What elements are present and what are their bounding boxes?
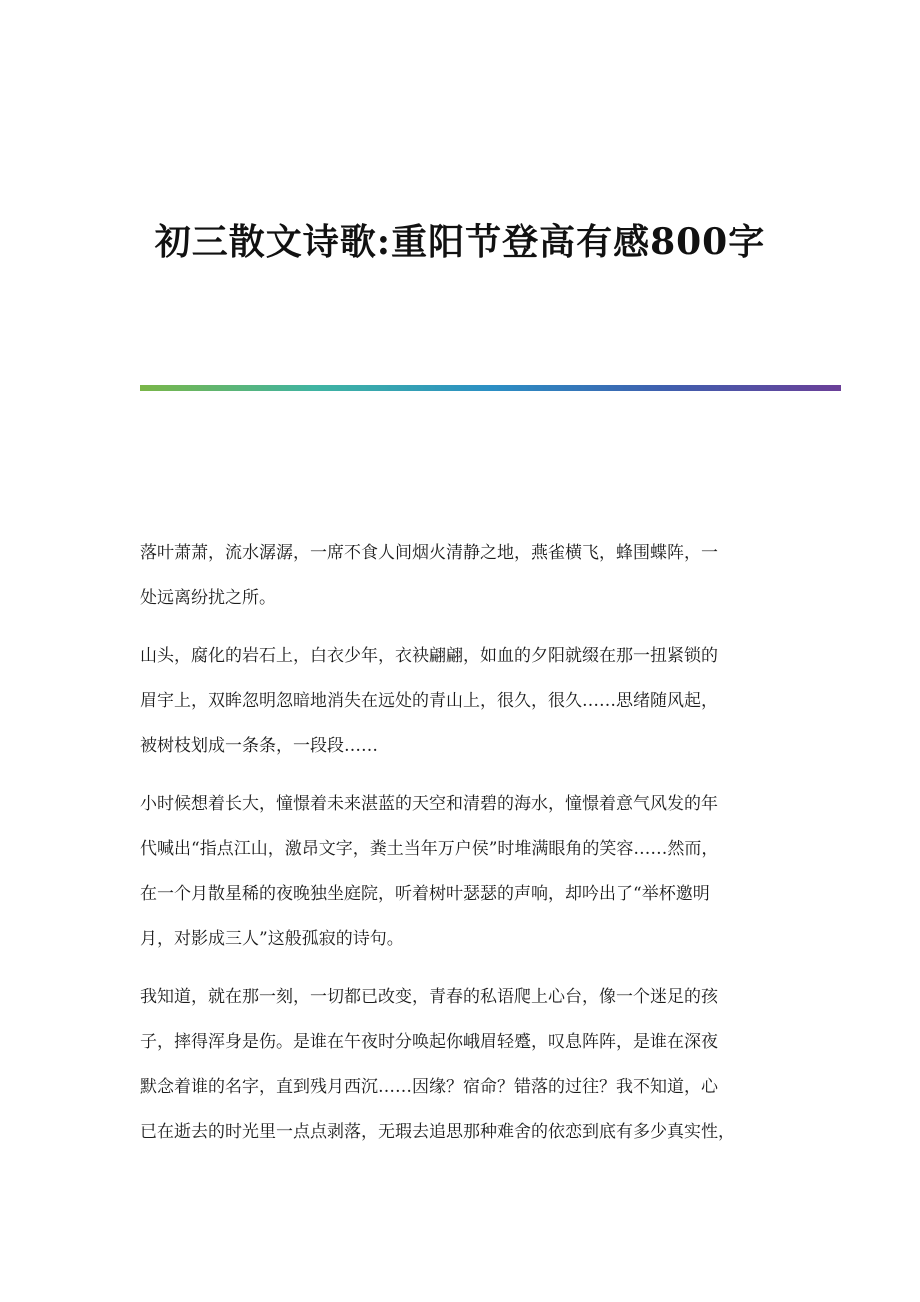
text-line: 眉宇上，双眸忽明忽暗地消失在远处的青山上，很久，很久……思绪随风起，: [140, 691, 718, 711]
text-line: 山头，腐化的岩石上，白衣少年，衣袂翩翩，如血的夕阳就缀在那一扭紧锁的: [140, 646, 718, 666]
text-line: 代喊出“指点江山，激昂文字，粪土当年万户侯”时堆满眼角的笑容……然而，: [140, 839, 719, 859]
text-line: 我知道，就在那一刻，一切都已改变，青春的私语爬上心台，像一个迷足的孩: [140, 987, 718, 1007]
text-line: 子，摔得浑身是伤。是谁在午夜时分唤起你峨眉轻蹙，叹息阵阵，是谁在深夜: [140, 1032, 718, 1052]
paragraph-2: [140, 634, 780, 769]
text-line: 小时候想着长大，憧憬着未来湛蓝的天空和清碧的海水，憧憬着意气风发的年: [140, 794, 718, 814]
text-line: 月，对影成三人”这般孤寂的诗句。: [140, 929, 404, 949]
title-divider-rule: [140, 385, 841, 391]
text-line: 处远离纷扰之所。: [140, 588, 276, 608]
document-body: [140, 531, 780, 1168]
paragraph-1: [140, 531, 780, 621]
text-line: 默念着谁的名字，直到残月西沉……因缘？宿命？错落的过往？我不知道，心: [140, 1077, 718, 1097]
text-line: 在一个月散星稀的夜晚独坐庭院，听着树叶瑟瑟的声响，却吟出了“举杯邀明: [140, 884, 710, 904]
paragraph-4: [140, 975, 780, 1155]
text-line: 落叶萧萧，流水潺潺，一席不食人间烟火清静之地，燕雀横飞，蜂围蝶阵，一: [140, 543, 718, 563]
text-line: 已在逝去的时光里一点点剥落，无瑕去追思那种难舍的依恋到底有多少真实性，: [140, 1122, 735, 1142]
text-line: 被树枝划成一条条，一段段……: [140, 736, 378, 756]
document-title: 初三散文诗歌:重阳节登高有感800字: [154, 221, 766, 263]
paragraph-3: [140, 782, 780, 962]
